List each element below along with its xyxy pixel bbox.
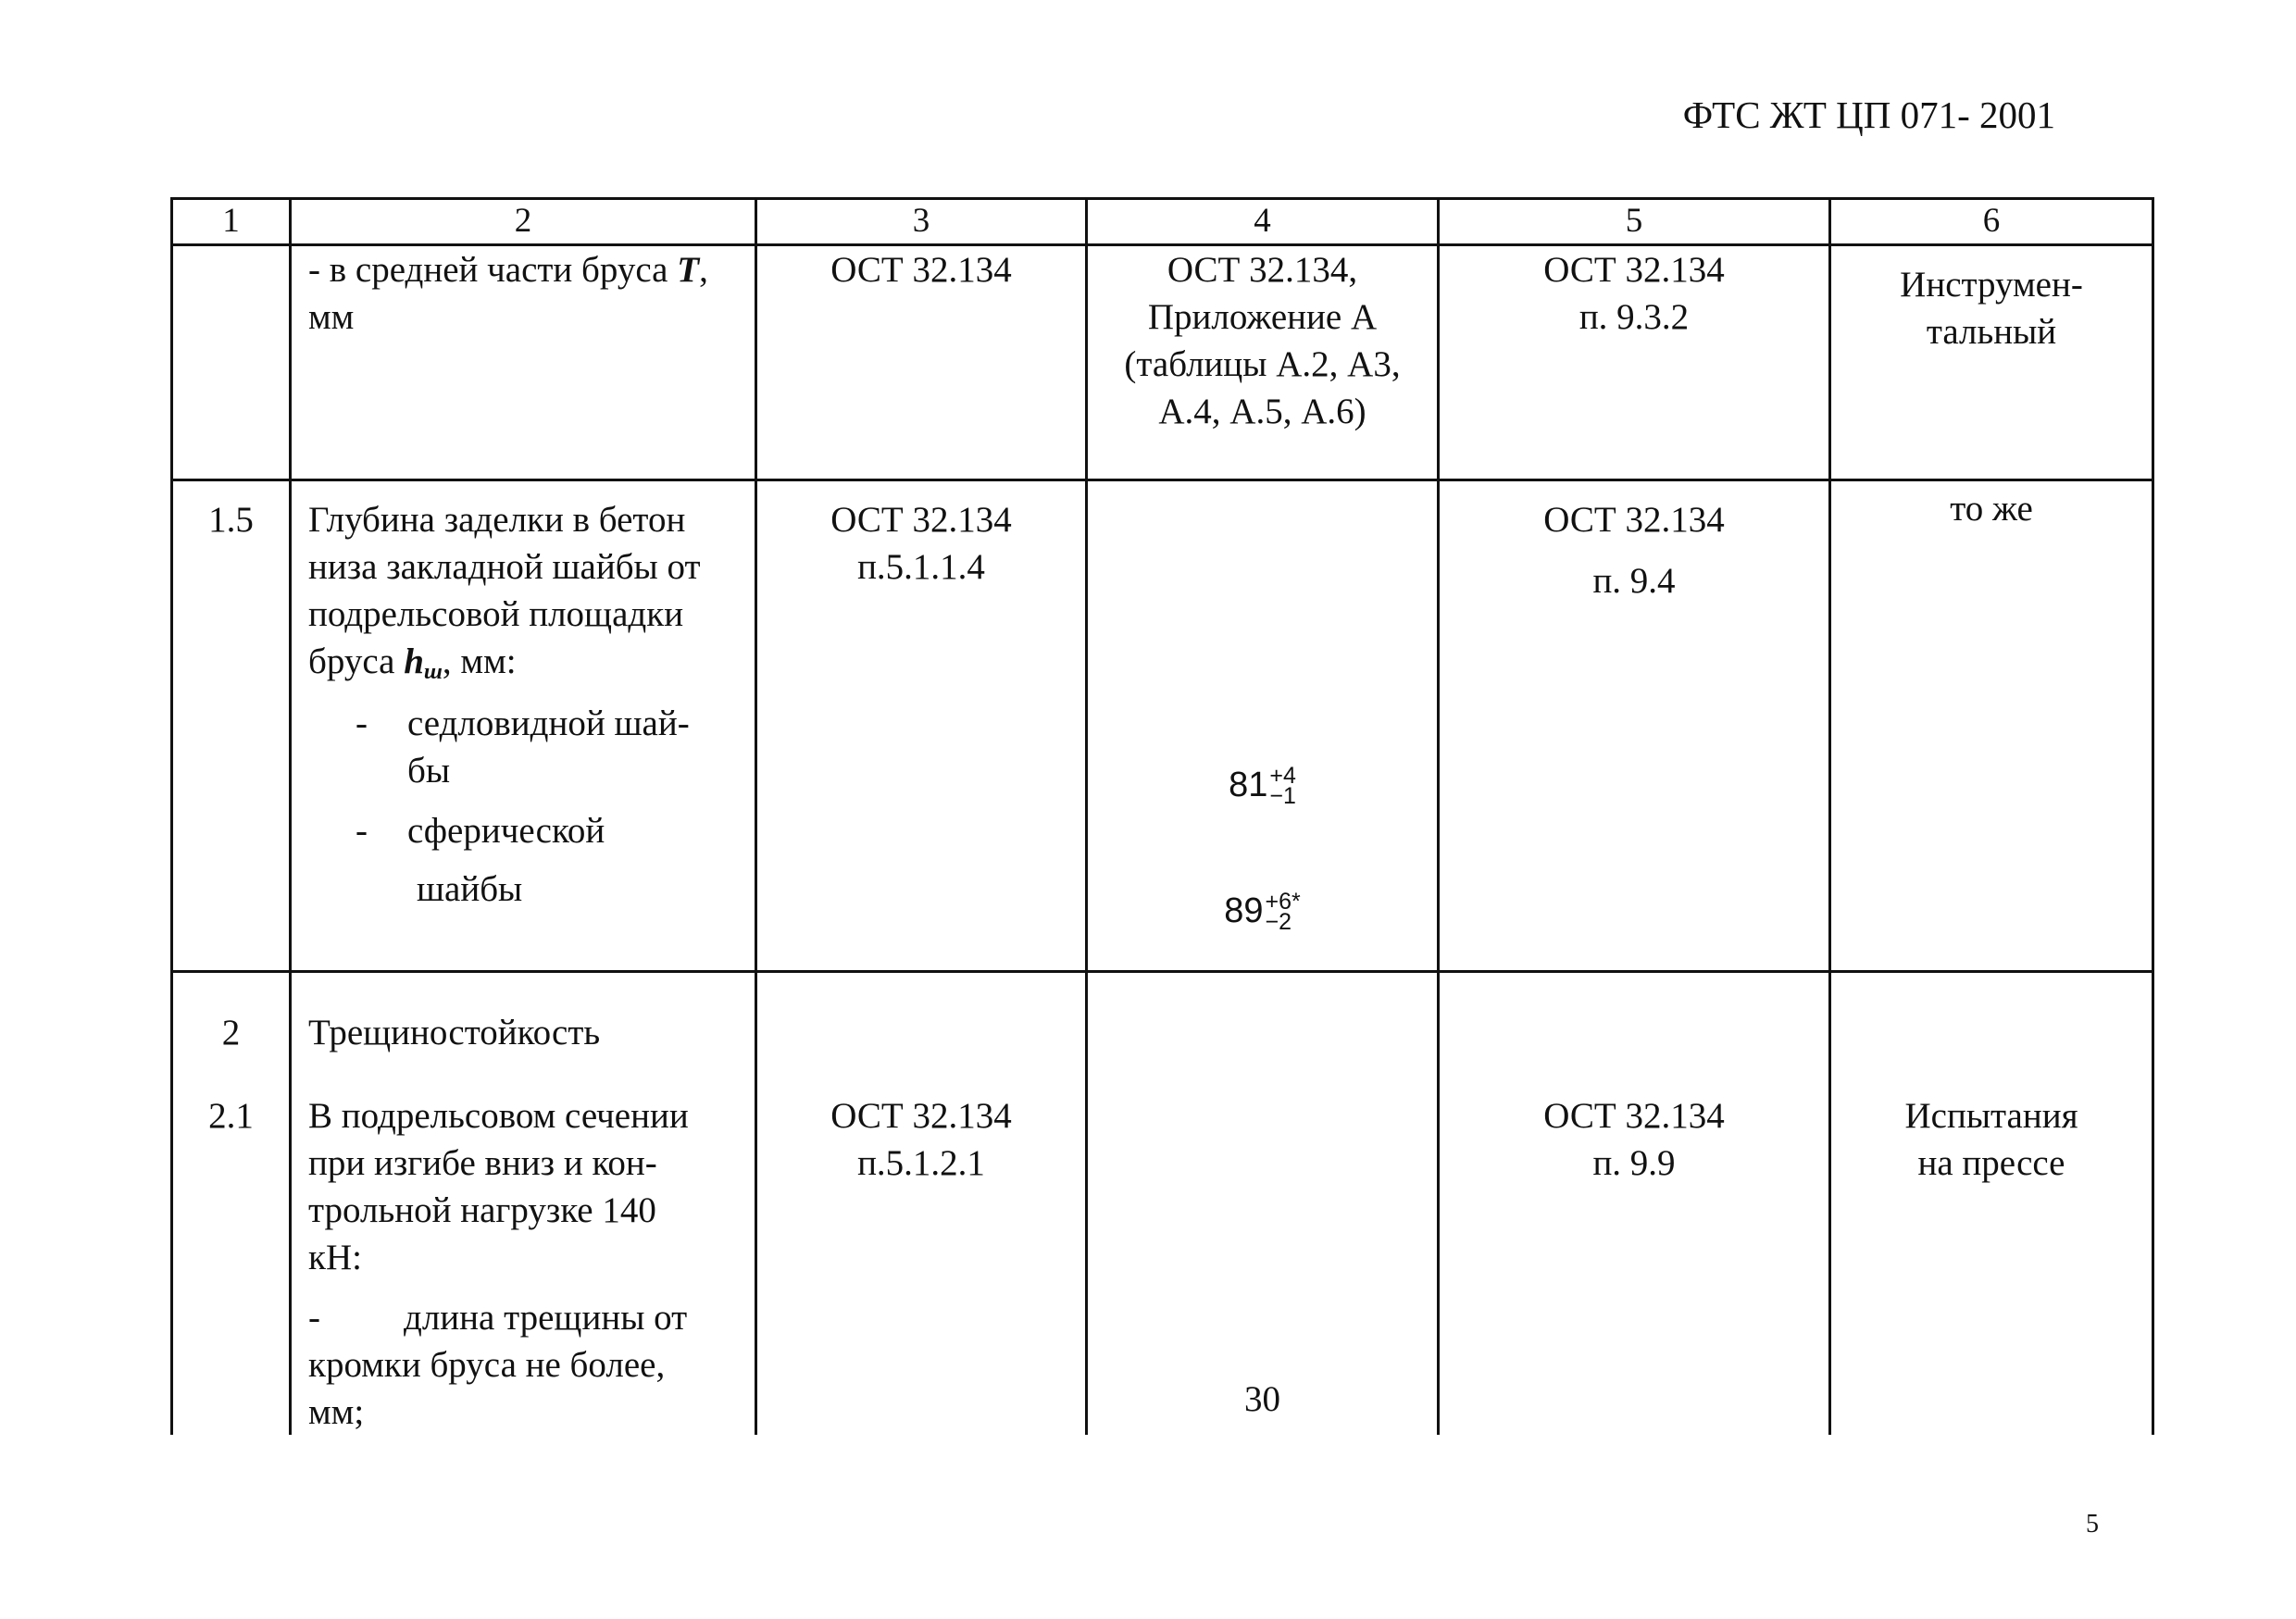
row-divider xyxy=(170,970,2154,973)
control-type: тальный xyxy=(1926,312,2057,352)
list-item: кромки бруса не более, xyxy=(308,1345,666,1385)
reference-standard: ОСТ 32.134 xyxy=(830,500,1012,540)
requirement-value: Приложение А xyxy=(1147,297,1378,337)
column-header: 1 xyxy=(222,202,240,240)
reference-standard: ОСТ 32.134 xyxy=(830,1096,1012,1136)
row-number: 2.1 xyxy=(208,1096,254,1136)
column-border xyxy=(755,197,757,1435)
test-method: ОСТ 32.134 xyxy=(1543,500,1725,540)
list-item: мм; xyxy=(308,1392,365,1432)
row-description: - в средней части бруса Т, xyxy=(308,250,708,290)
row-description: бруса $h_ш$, мм: xyxy=(308,641,517,684)
row-description: В подрельсовом сечении xyxy=(308,1096,689,1136)
test-method: п. 9.3.2 xyxy=(1578,297,1690,337)
row-description: кН: xyxy=(308,1238,362,1277)
list-item: сферической xyxy=(407,811,605,851)
column-header: 3 xyxy=(912,202,930,240)
section-title: Трещиностойкость xyxy=(308,1013,601,1052)
column-border xyxy=(170,197,173,1435)
column-border xyxy=(1437,197,1440,1435)
list-item: длина трещины от xyxy=(404,1298,688,1338)
column-header: 4 xyxy=(1254,202,1271,240)
row-description: трольной нагрузке 140 xyxy=(308,1190,656,1230)
row-description-unit: мм xyxy=(308,297,355,337)
column-border xyxy=(1828,197,1831,1435)
list-item: бы xyxy=(407,751,451,791)
list-dash: - xyxy=(356,811,368,851)
column-header: 6 xyxy=(1982,202,2001,240)
row-description: Глубина заделки в бетон xyxy=(308,500,686,540)
row-divider xyxy=(170,479,2154,481)
reference-standard: п.5.1.1.4 xyxy=(857,547,985,587)
row-number: 1.5 xyxy=(208,500,254,540)
test-method: ОСТ 32.134 xyxy=(1543,1096,1725,1136)
reference-standard: ОСТ 32.134 xyxy=(830,250,1012,290)
column-header: 2 xyxy=(514,202,532,240)
requirement-value: (таблицы А.2, А3, xyxy=(1124,344,1401,384)
test-method: п. 9.4 xyxy=(1592,561,1676,601)
column-header: 5 xyxy=(1625,202,1643,240)
row-number: 2 xyxy=(221,1013,241,1052)
row-description: при изгибе вниз и кон- xyxy=(308,1143,657,1183)
test-method: п. 9.9 xyxy=(1592,1143,1676,1183)
list-dash: - xyxy=(356,704,368,743)
row-description: низа закладной шайбы от xyxy=(308,547,701,587)
row-description: подрельсовой площадки xyxy=(308,594,684,634)
list-item: шайбы xyxy=(417,869,523,909)
column-border xyxy=(2152,197,2154,1435)
tolerance-value: 89 +6* −2 xyxy=(1224,888,1301,935)
control-type: на прессе xyxy=(1917,1143,2065,1183)
tolerance-value: 81 +4 −1 xyxy=(1229,762,1296,809)
column-border xyxy=(289,197,292,1435)
control-type: Испытания xyxy=(1904,1096,2078,1136)
requirement-value: 30 xyxy=(1244,1379,1280,1419)
requirement-value: А.4, А.5, А.6) xyxy=(1158,392,1366,431)
test-method: ОСТ 32.134 xyxy=(1543,250,1725,290)
list-item: седловидной шай- xyxy=(407,704,690,743)
list-dash: - xyxy=(308,1298,320,1338)
control-type: Инструмен- xyxy=(1900,265,2083,305)
reference-standard: п.5.1.2.1 xyxy=(857,1143,985,1183)
requirement-value: ОСТ 32.134, xyxy=(1167,250,1358,290)
control-type: то же xyxy=(1950,489,2033,529)
document-code: ФТС ЖТ ЦП 071- 2001 xyxy=(1682,93,2055,136)
page-number: 5 xyxy=(2086,1510,2099,1538)
